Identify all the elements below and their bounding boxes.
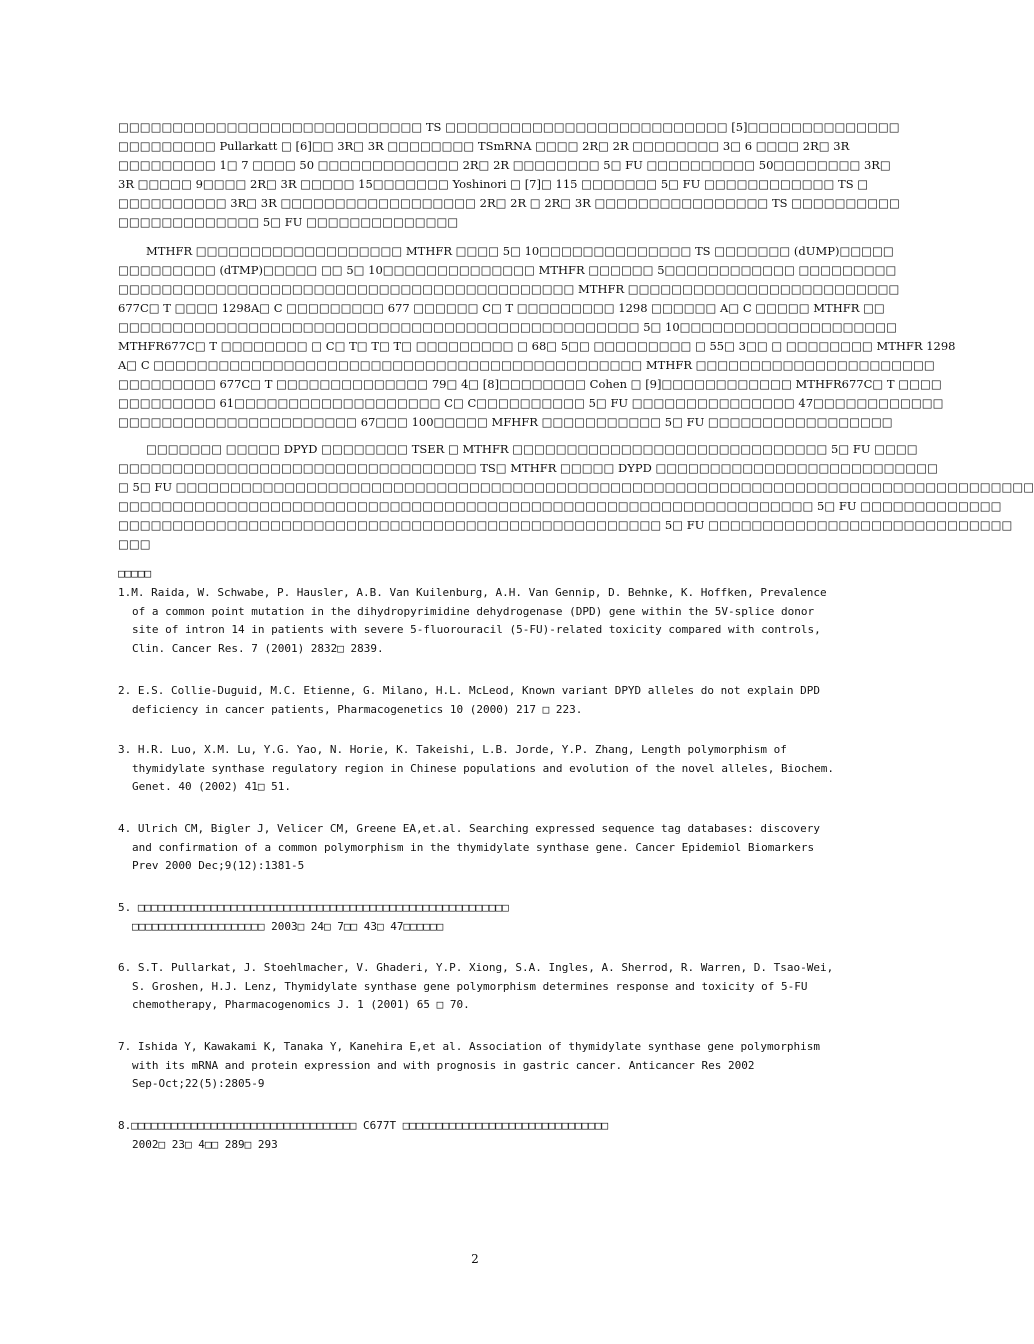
reference-5 [118, 899, 853, 936]
text-line: □□□□□□□□□ 61□□□□□□□□□□□□□□□□□□□ C□ C□□□□□□□□□□ 5□ FU □□□□□□□□□□□□□□□ 47□□□□□□□□□□□□ [118, 396, 944, 410]
reference-line: 7. Ishida Y, Kawakami K, Tanaka Y, Kanehira E,et al. Association of thymidylate synthase gene polymorphism [118, 1040, 820, 1053]
text-line: MTHFR □□□□□□□□□□□□□□□□□□□ MTHFR □□□□ 5□ 10□□□□□□□□□□□□□□ TS □□□□□□□ (dUMP)□□□□□ [146, 244, 894, 258]
reference-line: site of intron 14 in patients with severe 5-fluorouracil (5-FU)-related toxicity compared with controls, [132, 623, 821, 636]
page-number: 2 [471, 1252, 479, 1266]
reference-8 [118, 1117, 853, 1154]
reference-7 [118, 1038, 853, 1094]
reference-line: □□□□□□□□□□□□□□□□□□□□ 2003□ 24□ 7□□ 43□ 47□□□□□□ [132, 919, 444, 933]
reference-line: 3. H.R. Luo, X.M. Lu, Y.G. Yao, N. Horie, K. Takeishi, L.B. Jorde, Y.P. Zhang, Length polymorphism of [118, 743, 787, 756]
text-line: 3R □□□□□ 9□□□□ 2R□ 3R □□□□□ 15□□□□□□□ Yoshinori □ [7]□ 115 □□□□□□□ 5□ FU □□□□□□□□□□□□ TS □ [118, 177, 869, 191]
reference-line: thymidylate synthase regulatory region in Chinese populations and evolution of the novel alleles, Biochem. [132, 761, 834, 775]
text-line: A□ C □□□□□□□□□□□□□□□□□□□□□□□□□□□□□□□□□□□□□□□□□□□□□ MTHFR □□□□□□□□□□□□□□□□□□□□□□ [118, 358, 935, 372]
reference-line: 1.M. Raida, W. Schwabe, P. Hausler, A.B. Van Kuilenburg, A.H. Van Gennip, D. Behnke, K. Hoffken, Prevalence [118, 586, 827, 599]
reference-1 [118, 584, 853, 658]
reference-line: and confirmation of a common polymorphism in the thymidylate synthase gene. Cancer Epidemiol Biomarkers [132, 840, 815, 854]
body-paragraph-2 [118, 242, 956, 432]
text-line: □□□□□□□□□□□□□ 5□ FU □□□□□□□□□□□□□□ [118, 215, 459, 229]
reference-4 [118, 820, 853, 876]
reference-line: of a common point mutation in the dihydropyrimidine dehydrogenase (DPD) gene within the 5V-splice donor [132, 604, 815, 618]
body-paragraph-1 [118, 118, 900, 232]
text-line: MTHFR677C□ T □□□□□□□□ □ C□ T□ T□ T□ □□□□□□□□□ □ 68□ 5□□ □□□□□□□□□ □ 55□ 3□□ □ □□□□□□□□ MTHFR 1298 [118, 339, 956, 353]
reference-line: 2002□ 23□ 4□□ 289□ 293 [132, 1137, 278, 1151]
text-line: □□□□□□□□□ Pullarkatt □ [6]□□ 3R□ 3R □□□□□□□□ TSmRNA □□□□ 2R□ 2R □□□□□□□□ 3□ 6 □□□□ 2R□ 3R [118, 139, 850, 153]
reference-line: Sep-Oct;22(5):2805-9 [132, 1077, 265, 1090]
reference-line: S. Groshen, H.J. Lenz, Thymidylate synthase gene polymorphism determines response and toxicity of 5-FU [132, 979, 808, 993]
body-paragraph-3 [118, 440, 1034, 554]
reference-line: Clin. Cancer Res. 7 (2001) 2832□ 2839. [132, 641, 384, 655]
text-line: □□□□□□□□□ 677C□ T □□□□□□□□□□□□□□ 79□ 4□ [8]□□□□□□□□ Cohen □ [9]□□□□□□□□□□□□ MTHFR677C□ T □□□□ [118, 377, 942, 391]
text-line: □□□□□□□ □□□□□ DPYD □□□□□□□□ TSER □ MTHFR □□□□□□□□□□□□□□□□□□□□□□□□□□□□□ 5□ FU □□□□ [146, 442, 918, 456]
reference-line: deficiency in cancer patients, Pharmacogenetics 10 (2000) 217 □ 223. [132, 702, 583, 716]
text-line: □□□ [118, 537, 151, 551]
text-line: □□□□□□□□□ (dTMP)□□□□□ □□ 5□ 10□□□□□□□□□□□□□□ MTHFR □□□□□□ 5□□□□□□□□□□□□ □□□□□□□□□ [118, 263, 897, 277]
text-line: □ 5□ FU □□□□□□□□□□□□□□□□□□□□□□□□□□□□□□□□□□□□□□□□□□□□□□□□□□□□□□□□□□□□□□□□□□□□□□□□□□□□□□□ [118, 480, 1034, 494]
text-line: □□□□□□□□□□□□□□□□□□□□□□□□□□□□□□□□□□□□□□□□□□ MTHFR □□□□□□□□□□□□□□□□□□□□□□□□□ [118, 282, 900, 296]
reference-3 [118, 741, 853, 797]
text-line: □□□□□□□□□□□□□□□□□□□□□□ 67□□□ 100□□□□□ MFHFR □□□□□□□□□□□ 5□ FU □□□□□□□□□□□□□□□□□ [118, 415, 893, 429]
references-heading: □□□□□ [118, 567, 152, 580]
reference-line: chemotherapy, Pharmacogenomics J. 1 (2001) 65 □ 70. [132, 998, 470, 1011]
text-line: □□□□□□□□□□□□□□□□□□□□□□□□□□□□□□□□□□□□□□□□□□□□□□□□ 5□ 10□□□□□□□□□□□□□□□□□□□□ [118, 320, 897, 334]
reference-line: 5. □□□□□□□□□□□□□□□□□□□□□□□□□□□□□□□□□□□□□□□□□□□□□□□□□□□□□□□□ [118, 901, 509, 914]
text-line: □□□□□□□□□□□□□□□□□□□□□□□□□□□□□□□□□□□□□□□□□□□□□□□□□□□□□□□□□□□□□□□□ 5□ FU □□□□□□□□□□□□□ [118, 499, 1002, 513]
reference-line: 4. Ulrich CM, Bigler J, Velicer CM, Greene EA,et.al. Searching expressed sequence tag databases: discovery [118, 822, 820, 835]
reference-line: Genet. 40 (2002) 41□ 51. [132, 780, 291, 793]
text-line: □□□□□□□□□□ 3R□ 3R □□□□□□□□□□□□□□□□□□ 2R□ 2R □ 2R□ 3R □□□□□□□□□□□□□□□□ TS □□□□□□□□□□ [118, 196, 900, 210]
text-line: 677C□ T □□□□ 1298A□ C □□□□□□□□□ 677 □□□□□□ C□ T □□□□□□□□□ 1298 □□□□□□ A□ C □□□□□ MTHFR □□ [118, 301, 885, 315]
reference-line: Prev 2000 Dec;9(12):1381-5 [132, 859, 305, 872]
text-line: □□□□□□□□□□□□□□□□□□□□□□□□□□□□ TS □□□□□□□□□□□□□□□□□□□□□□□□□□ [5]□□□□□□□□□□□□□□ [118, 120, 900, 134]
reference-6 [118, 959, 853, 1015]
reference-line: 8.□□□□□□□□□□□□□□□□□□□□□□□□□□□□□□□□□□ C677T □□□□□□□□□□□□□□□□□□□□□□□□□□□□□□□ [118, 1119, 609, 1132]
reference-line: 6. S.T. Pullarkat, J. Stoehlmacher, V. Ghaderi, Y.P. Xiong, S.A. Ingles, A. Sherrod, R. Warren, D. Tsao-Wei, [118, 961, 834, 974]
reference-line: with its mRNA and protein expression and with prognosis in gastric cancer. Anticancer Res 2002 [132, 1058, 755, 1072]
reference-line: 2. E.S. Collie-Duguid, M.C. Etienne, G. Milano, H.L. McLeod, Known variant DPYD alleles do not explain DPD [118, 684, 820, 697]
text-line: □□□□□□□□□ 1□ 7 □□□□ 50 □□□□□□□□□□□□□ 2R□ 2R □□□□□□□□ 5□ FU □□□□□□□□□□ 50□□□□□□□□ 3R□ [118, 158, 891, 172]
reference-2 [118, 682, 853, 719]
text-line: □□□□□□□□□□□□□□□□□□□□□□□□□□□□□□□□□□□□□□□□□□□□□□□□□□ 5□ FU □□□□□□□□□□□□□□□□□□□□□□□□□□□□ [118, 518, 1013, 532]
text-line: □□□□□□□□□□□□□□□□□□□□□□□□□□□□□□□□□ TS□ MTHFR □□□□□ DYPD □□□□□□□□□□□□□□□□□□□□□□□□□□ [118, 461, 938, 475]
